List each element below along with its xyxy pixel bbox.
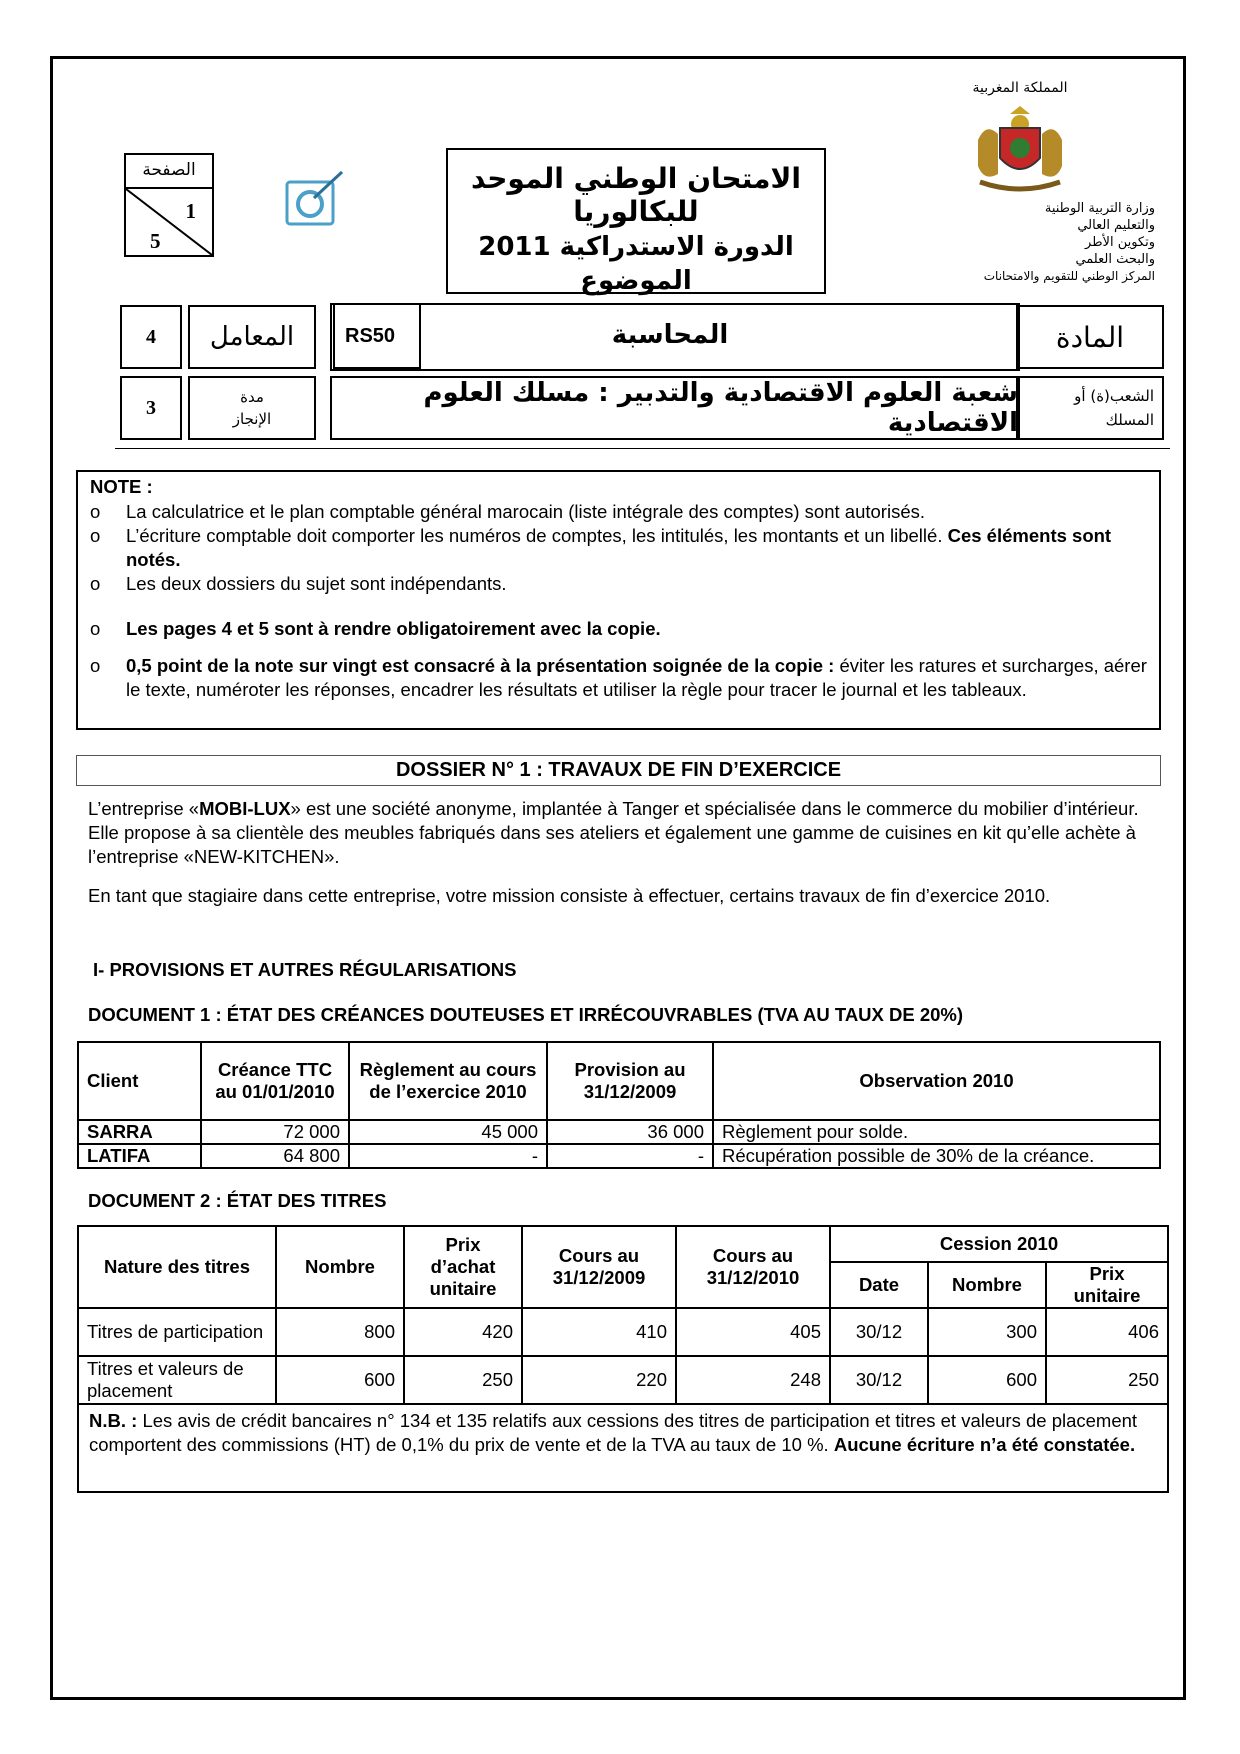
nb-cell — [78, 1404, 1168, 1492]
note-text-normal: L’écriture comptable doit comporter les numéros de comptes, les intitulés, les montants et un libellé. — [126, 525, 948, 546]
bullet-icon: o — [90, 618, 101, 639]
page-label: الصفحة — [126, 155, 212, 189]
nb-text: Les avis de crédit bancaires n° 134 et 135 relatifs aux cessions des titres de participation et titres et valeurs de placement comportent des commissions (HT) de 0,1% du prix de vente et de la TVA au taux de 10 %. — [89, 1410, 1138, 1455]
cell-cession-nombre: 300 — [928, 1308, 1046, 1356]
intro-paragraph — [88, 797, 1158, 869]
nb-label: N.B. : — [89, 1410, 138, 1431]
note-item — [90, 500, 1150, 524]
header-cours-2010: Cours au 31/12/2010 — [676, 1226, 830, 1308]
cell-nombre: 800 — [276, 1308, 404, 1356]
branch-label-line1: الشعب(ة) أو — [1074, 387, 1154, 405]
header-observation: Observation 2010 — [713, 1042, 1160, 1120]
cell-client: LATIFA — [78, 1144, 201, 1168]
table-row — [78, 1308, 1168, 1356]
bullet-icon: o — [90, 525, 101, 546]
cell-observation: Règlement pour solde. — [713, 1120, 1160, 1144]
note-item — [90, 617, 1150, 641]
cell-client: SARRA — [78, 1120, 201, 1144]
duration-label-line1: مدة — [240, 388, 264, 406]
bullet-icon: o — [90, 655, 101, 676]
header-cession: Cession 2010 — [830, 1226, 1168, 1262]
exam-title-box — [446, 148, 826, 294]
cell-creance: 64 800 — [201, 1144, 349, 1168]
header-divider — [115, 448, 1170, 449]
cell-prix-achat: 250 — [404, 1356, 522, 1404]
page-diagonal — [126, 189, 212, 255]
cell-observation: Récupération possible de 30% de la créance. — [713, 1144, 1160, 1168]
kingdom-label: المملكة المغربية — [972, 80, 1068, 96]
header-nombre: Nombre — [276, 1226, 404, 1308]
table-header-row — [78, 1226, 1168, 1262]
duration-label — [188, 376, 316, 440]
note-text — [126, 654, 1150, 702]
cell-date: 30/12 — [830, 1308, 928, 1356]
note-text-bold: 0,5 point de la note sur vingt est consacré à la présentation soignée de la copie : — [126, 655, 840, 676]
cell-cours-2010: 248 — [676, 1356, 830, 1404]
cell-nombre: 600 — [276, 1356, 404, 1404]
subject-name: المحاسبة — [611, 320, 729, 350]
coef-value: 4 — [120, 305, 182, 369]
table-header-row — [78, 1042, 1160, 1120]
exam-title-line1: الامتحان الوطني الموحد للبكالوريا — [471, 162, 801, 228]
header-prix-achat: Prix d’achat unitaire — [404, 1226, 522, 1308]
note-title: NOTE : — [90, 476, 153, 497]
mission-paragraph: En tant que stagiaire dans cette entreprise, votre mission consiste à effectuer, certains travaux de fin d’exercice 2010. — [88, 885, 1051, 906]
cell-cours-2009: 410 — [522, 1308, 676, 1356]
center-logo-icon — [284, 168, 346, 230]
ministry-block — [905, 200, 1155, 285]
ministry-line: والبحث العلمي — [1075, 252, 1155, 267]
note-item — [90, 572, 1150, 596]
document2-table — [77, 1225, 1169, 1493]
branch-label-line2: المسلك — [1105, 411, 1154, 429]
cell-cession-nombre: 600 — [928, 1356, 1046, 1404]
table-row — [78, 1144, 1160, 1168]
branch-label — [1016, 376, 1164, 440]
note-item — [90, 654, 1150, 702]
cell-prix-achat: 420 — [404, 1308, 522, 1356]
header-nature: Nature des titres — [78, 1226, 276, 1308]
bullet-icon: o — [90, 573, 101, 594]
document1-title: DOCUMENT 1 : ÉTAT DES CRÉANCES DOUTEUSES ET IRRÉCOUVRABLES (TVA AU TAUX DE 20%) — [88, 1004, 964, 1025]
cell-cours-2010: 405 — [676, 1308, 830, 1356]
dossier-title: DOSSIER N° 1 : TRAVAUX DE FIN D’EXERCICE — [76, 755, 1161, 786]
note-item — [90, 524, 1150, 572]
note-text-bold: Ces éléments sont notés. — [126, 525, 1112, 570]
cell-cours-2009: 220 — [522, 1356, 676, 1404]
duration-value: 3 — [120, 376, 182, 440]
cell-prix-unitaire: 250 — [1046, 1356, 1168, 1404]
header-cours-2009: Cours au 31/12/2009 — [522, 1226, 676, 1308]
header-client: Client — [78, 1042, 201, 1120]
note-text — [126, 524, 1150, 572]
page-current: 1 — [185, 199, 196, 223]
subject-code: RS50 — [333, 303, 421, 369]
ministry-line: وزارة التربية الوطنية — [1044, 201, 1155, 216]
note-text-normal: éviter les ratures et surcharges, aérer le texte, numéroter les réponses, encadrer les résultats et utiliser la règle pour tracer le journal et les tableaux. — [126, 655, 1147, 700]
section-heading: I- PROVISIONS ET AUTRES RÉGULARISATIONS — [93, 959, 517, 980]
header-date: Date — [830, 1262, 928, 1308]
intro-post: » est une société anonyme, implantée à Tanger et spécialisée dans le commerce du mobilier d’intérieur. Elle propose à sa clientèle des meubles fabriqués dans ses ateliers et également une gamme de cuisines en kit qu’elle achète à l’entreprise «NEW-KITCHEN». — [88, 798, 1139, 867]
subject-label: المادة — [1016, 305, 1164, 369]
note-text: Les deux dossiers du sujet sont indépendants. — [126, 573, 507, 594]
document1-table — [77, 1041, 1161, 1169]
header-creance: Créance TTC au 01/01/2010 — [201, 1042, 349, 1120]
cell-prix-unitaire: 406 — [1046, 1308, 1168, 1356]
cell-reglement: - — [349, 1144, 547, 1168]
note-text: Les pages 4 et 5 sont à rendre obligatoirement avec la copie. — [126, 618, 661, 639]
intro-pre: L’entreprise « — [88, 798, 200, 819]
cell-date: 30/12 — [830, 1356, 928, 1404]
header-prix-unitaire: Prix unitaire — [1046, 1262, 1168, 1308]
nb-bold: Aucune écriture n’a été constatée. — [833, 1434, 1136, 1455]
cell-nature: Titres et valeurs de placement — [78, 1356, 276, 1404]
header-provision: Provision au 31/12/2009 — [547, 1042, 713, 1120]
cell-creance: 72 000 — [201, 1120, 349, 1144]
exam-title-line2: الدورة الاستدراكية 2011 — [478, 232, 794, 262]
coef-label: المعامل — [188, 305, 316, 369]
cell-provision: 36 000 — [547, 1120, 713, 1144]
note-box — [76, 470, 1161, 730]
ministry-line: وتكوين الأطر — [1085, 235, 1155, 250]
branch-name: شعبة العلوم الاقتصادية والتدبير : مسلك العلوم الاقتصادية — [330, 376, 1020, 440]
cell-provision: - — [547, 1144, 713, 1168]
cell-nature: Titres de participation — [78, 1308, 276, 1356]
duration-label-line2: الإنجاز — [232, 410, 272, 428]
header-cession-nombre: Nombre — [928, 1262, 1046, 1308]
exam-title-line3: الموضوع — [580, 266, 692, 296]
bullet-icon: o — [90, 501, 101, 522]
table-row — [78, 1120, 1160, 1144]
company-name: MOBI-LUX — [199, 798, 291, 819]
ministry-line: والتعليم العالي — [1077, 218, 1155, 233]
header-reglement: Règlement au cours de l’exercice 2010 — [349, 1042, 547, 1120]
ministry-line: المركز الوطني للتقويم والامتحانات — [983, 269, 1155, 283]
page-number-box — [124, 153, 214, 257]
nb-row — [78, 1404, 1168, 1492]
table-row — [78, 1356, 1168, 1404]
note-text: La calculatrice et le plan comptable général marocain (liste intégrale des comptes) sont autorisés. — [126, 501, 925, 522]
coat-of-arms-icon — [960, 100, 1080, 192]
page-total: 5 — [150, 229, 161, 253]
document2-title: DOCUMENT 2 : ÉTAT DES TITRES — [88, 1190, 387, 1211]
cell-reglement: 45 000 — [349, 1120, 547, 1144]
